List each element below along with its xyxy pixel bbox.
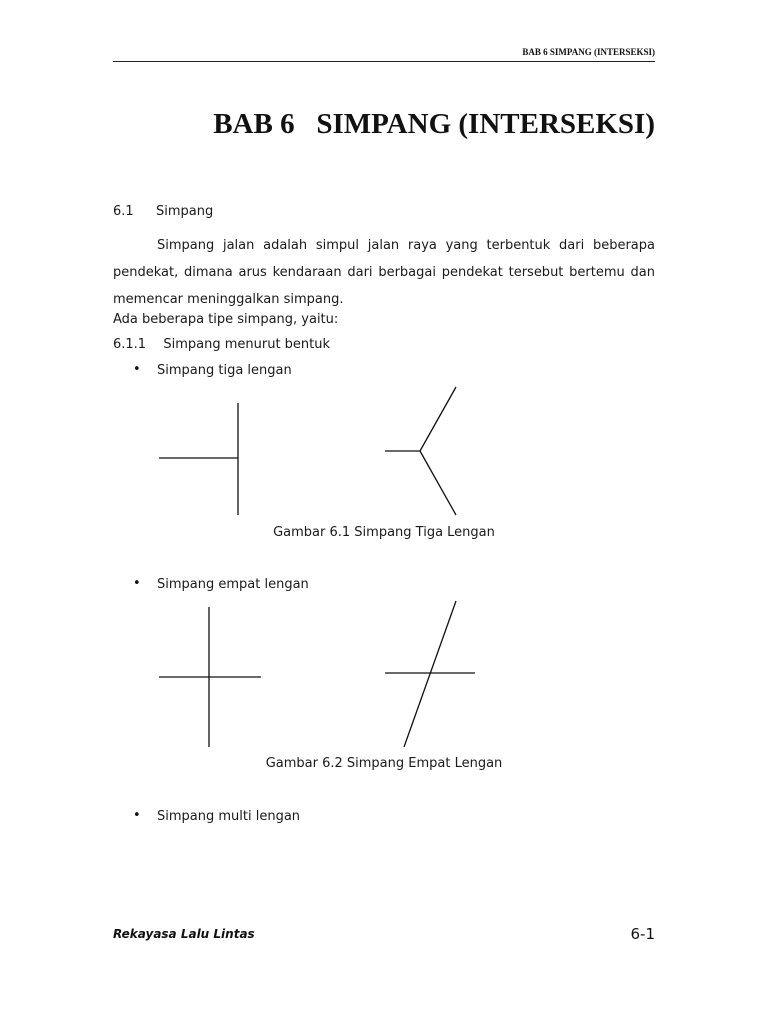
chapter-title: BAB 6 SIMPANG (INTERSEKSI) <box>213 108 655 140</box>
bullet-item-tiga-lengan: Simpang tiga lengan <box>157 363 292 378</box>
subsection-title: Simpang menurut bentuk <box>163 337 331 352</box>
types-intro: Ada beberapa tipe simpang, yaitu: <box>113 312 339 327</box>
subsection-number: 6.1.1 <box>113 337 147 352</box>
bullet-marker: • <box>133 808 141 823</box>
section-number: 6.1 <box>113 204 134 219</box>
figure-caption-6-1: Gambar 6.1 Simpang Tiga Lengan <box>273 525 495 540</box>
bullet-item-empat-lengan: Simpang empat lengan <box>157 577 309 592</box>
bullet-item-multi-lengan: Simpang multi lengan <box>157 809 301 824</box>
bullet-marker: • <box>133 576 141 591</box>
intro-paragraph-text: Simpang jalan adalah simpul jalan raya yang terbentuk dari beberapa pendekat, dimana arus kendaraan dari berbagai pendekat tersebut bertemu dan memencar meninggalkan simpang. <box>113 238 655 307</box>
running-header: BAB 6 SIMPANG (INTERSEKSI) <box>522 47 655 57</box>
footer-page-number: 6-1 <box>630 925 655 943</box>
figure-caption-6-2: Gambar 6.2 Simpang Empat Lengan <box>265 756 503 771</box>
footer-book-title: Rekayasa Lalu Lintas <box>113 927 255 941</box>
bullet-marker: • <box>133 362 141 377</box>
cross-intersection-diagram <box>159 607 261 747</box>
skewed-diagonal-road <box>404 601 456 747</box>
section-title: Simpang <box>155 204 214 219</box>
skewed-intersection-diagram <box>385 601 475 747</box>
